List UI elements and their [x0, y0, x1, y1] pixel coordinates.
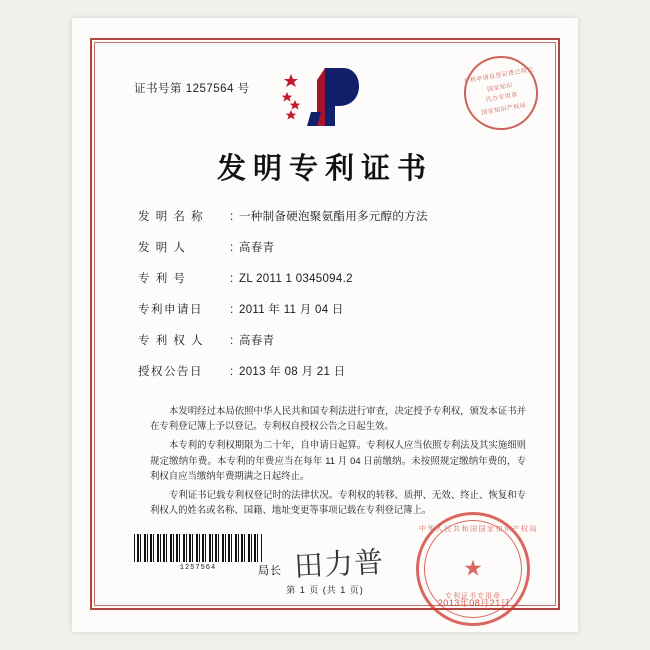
seal-bottom-text: 专利证书专用章 — [445, 593, 501, 600]
field-row — [138, 301, 526, 317]
certificate-number: 证书号第 1257564 号 — [134, 83, 250, 95]
field-value: 一种制备硬泡聚氨酯用多元醇的方法 — [239, 211, 428, 223]
field-label: 发 明 人 — [138, 242, 187, 254]
field-label: 专 利 号 — [138, 273, 187, 285]
barcode-icon — [134, 534, 262, 562]
director-signature: 田力普 — [293, 544, 385, 584]
seal-date: 2013年08月21日 — [437, 598, 511, 608]
field-row — [138, 363, 526, 379]
field-separator: : — [230, 304, 234, 316]
field-label: 专 利 权 人 — [138, 335, 205, 347]
field-separator: : — [230, 366, 234, 378]
legal-text-block — [150, 403, 526, 522]
fee-stamp-line-3: 代办专用章 — [485, 92, 519, 104]
field-row — [138, 208, 526, 224]
fee-stamp-line-1: 专利申请及登记费已收讫 — [463, 66, 535, 86]
page-title: 发明专利证书 — [216, 151, 433, 185]
field-separator: : — [230, 335, 234, 347]
legal-paragraph: 专利证书记载专利权登记时的法律状况。专利权的转移、质押、无效、终止、恢复和专利权人的姓名或名称、国籍、地址变更等事项记载在专利登记簿上。 — [150, 489, 526, 516]
star-icon: ★ — [463, 555, 483, 581]
field-row — [138, 332, 526, 348]
director-label: 局长 — [258, 565, 282, 577]
field-value: ZL 2011 1 0345094.2 — [239, 273, 353, 285]
field-value: 2011 年 11 月 04 日 — [239, 304, 344, 316]
field-label: 授权公告日 — [138, 366, 203, 378]
certificate-fields — [138, 208, 526, 394]
field-label: 发 明 名 称 — [138, 211, 205, 223]
field-value: 高春青 — [239, 335, 275, 347]
field-separator: : — [230, 242, 234, 254]
field-row — [138, 270, 526, 286]
seal-top-text: 中华人民共和国国家知识产权局 — [419, 526, 538, 533]
patent-certificate-page — [72, 18, 578, 632]
field-label: 专利申请日 — [138, 304, 203, 316]
fee-stamp-line-2: 国家知识 — [486, 82, 514, 94]
legal-paragraph: 本发明经过本局依照中华人民共和国专利法进行审查，决定授予专利权，颁发本证书并在专利登记簿上予以登记。专利权自授权公告之日起生效。 — [150, 405, 526, 432]
page-footer: 第 1 页 (共 1 页) — [286, 585, 364, 595]
legal-paragraph: 本专利的专利权期限为二十年，自申请日起算。专利权人应当依照专利法及其实施细则规定缴纳年费。本专利的年费应当在每年 11 月 04 日前缴纳。未按照规定缴纳年费的，专利权自应当缴纳年费期满之日起终止。 — [150, 439, 526, 481]
field-row — [138, 239, 526, 255]
field-value: 2013 年 08 月 21 日 — [239, 366, 346, 378]
barcode-number: 1257564 — [179, 564, 217, 572]
fee-stamp-line-4: 国家知识产权局 — [481, 102, 527, 117]
field-value: 高春青 — [239, 242, 275, 254]
sipo-logo-icon — [281, 66, 369, 128]
field-separator: : — [230, 211, 234, 223]
field-separator: : — [230, 273, 234, 285]
